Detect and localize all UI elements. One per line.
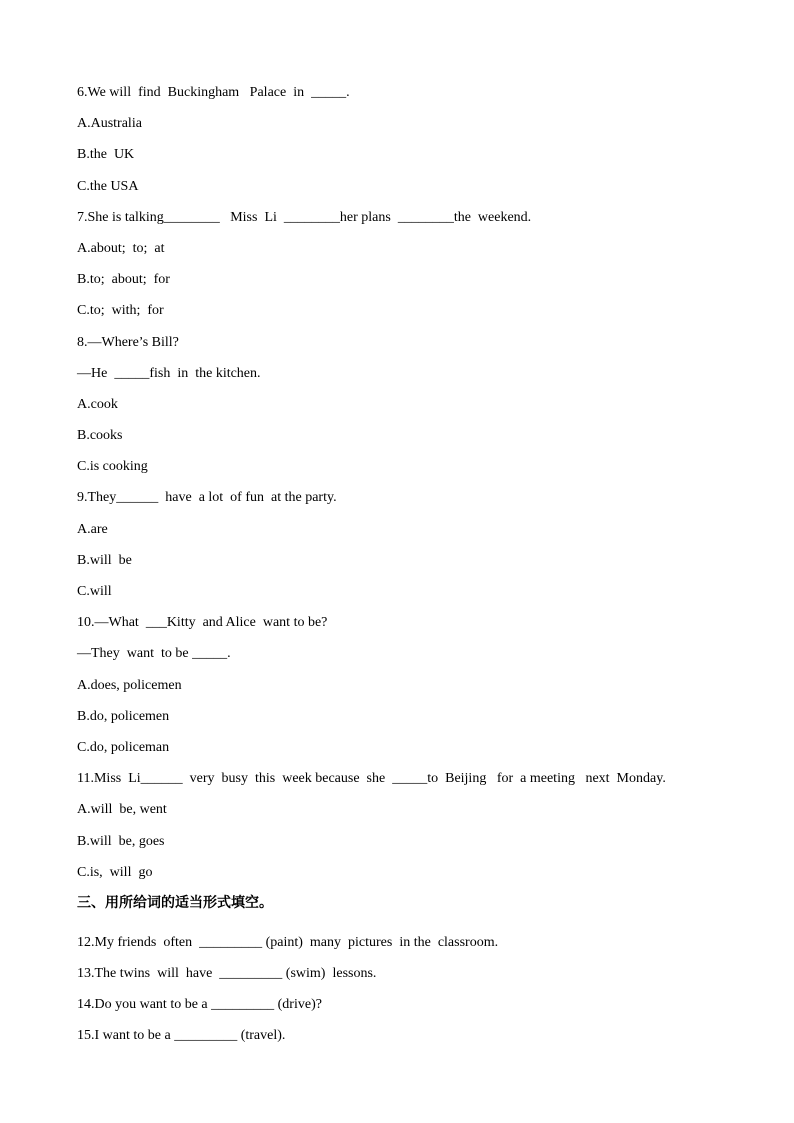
question-7: 7.She is talking________ Miss Li ________her plans ________the weekend. — [77, 209, 532, 225]
q7-option-c: C.to; with; for — [77, 303, 164, 319]
section-3-heading: 三、用所给词的适当形式填空。 — [77, 894, 273, 911]
q10-option-a: A.does, policemen — [77, 677, 182, 693]
q8-option-a: A.cook — [77, 396, 118, 412]
question-13: 13.The twins will have _________ (swim) lessons. — [77, 966, 377, 982]
q8-option-b: B.cooks — [77, 428, 123, 444]
question-6: 6.We will find Buckingham Palace in _____. — [77, 85, 350, 100]
question-11: 11.Miss Li______ very busy this week because she _____to Beijing for a meeting next Monday. — [77, 771, 666, 787]
question-9: 9.They______ have a lot of fun at the party. — [77, 490, 337, 506]
q11-option-a: A.will be, went — [77, 802, 167, 818]
q9-option-a: A.are — [77, 521, 108, 537]
q9-option-c: C.will — [77, 584, 112, 599]
question-15: 15.I want to be a _________ (travel). — [77, 1028, 286, 1044]
q9-option-b: B.will be — [77, 552, 132, 568]
q7-option-a: A.about; to; at — [77, 240, 165, 256]
question-8-answer-line: —He _____fish in the kitchen. — [77, 365, 261, 381]
q6-option-a: A.Australia — [77, 116, 142, 132]
worksheet-page — [77, 81, 767, 1056]
q8-option-c: C.is cooking — [77, 459, 148, 475]
question-14: 14.Do you want to be a _________ (drive)? — [77, 997, 322, 1013]
q11-option-c: C.is, will go — [77, 864, 153, 880]
q10-option-b: B.do, policemen — [77, 708, 170, 724]
q7-option-b: B.to; about; for — [77, 272, 170, 288]
question-8: 8.—Where’s Bill? — [77, 334, 179, 350]
question-10-answer-line: —They want to be _____. — [77, 646, 231, 662]
q11-option-b: B.will be, goes — [77, 833, 165, 849]
question-10: 10.—What ___Kitty and Alice want to be? — [77, 615, 328, 631]
q6-option-b: B.the UK — [77, 147, 135, 163]
question-12: 12.My friends often _________ (paint) many pictures in the classroom. — [77, 934, 499, 950]
q6-option-c: C.the USA — [77, 178, 139, 194]
q10-option-c: C.do, policeman — [77, 739, 170, 755]
